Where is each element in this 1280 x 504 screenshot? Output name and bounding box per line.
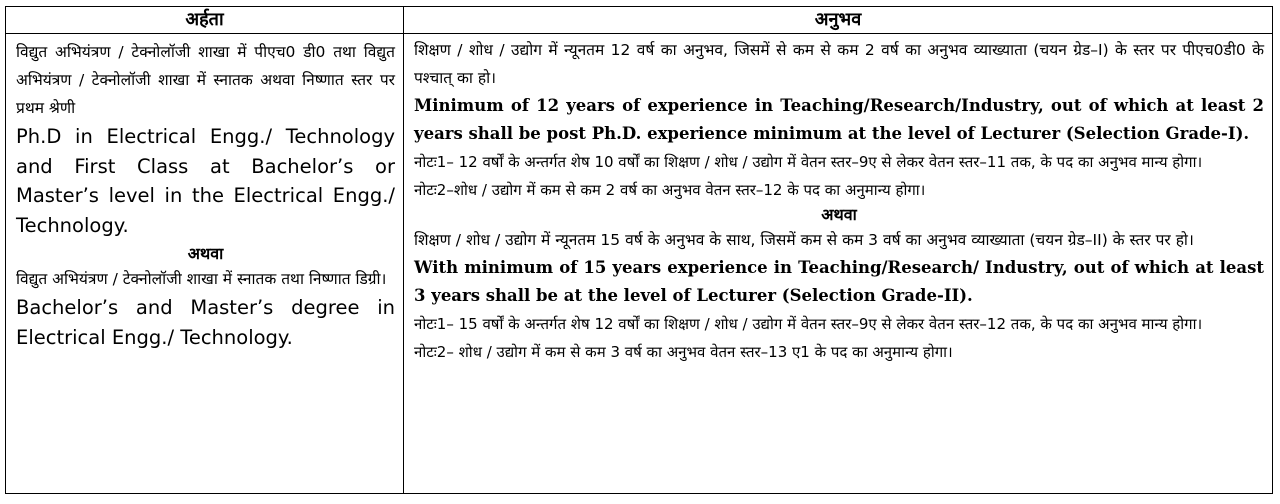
experience-hindi-1: शिक्षण / शोध / उद्योग में न्यूनतम 12 वर्ष का अनुभव, जिसमें से कम से कम 2 वर्ष का अनुभव व्याख्याता (चयन ग्रेड–I) के स्तर पर पीएच0डी0 के पश्चात् का हो। (414, 41, 1264, 87)
experience-note-2b: नोटः2– शोध / उद्योग में कम से कम 3 वर्ष का अनुभव वेतन स्तर–13 ए1 के पद का अनुमान्य होगा। (414, 343, 953, 361)
qualification-or-divider: अथवा (187, 244, 224, 263)
qualification-column (6, 7, 404, 493)
qualification-table (5, 6, 1273, 494)
experience-note-1a: नोटः1– 12 वर्षों के अन्तर्गत शेष 10 वर्षों का शिक्षण / शोध / उद्योग में वेतन स्तर–9ए से लेकर वेतन स्तर–11 तक, के पद का अनुभव मान्य होगा। (414, 153, 1203, 171)
qualification-hindi-1: विद्युत अभियंत्रण / टेक्नोलॉजी शाखा में पीएच0 डी0 तथा विद्युत अभियंत्रण / टेक्नोलॉजी शाखा में स्नातक अथवा निष्णात स्तर पर प्रथम श्रेणी (16, 43, 395, 117)
qualification-english-1: Ph.D in Electrical Engg./ Technology and First Class at Bachelor’s or Master’s level in the Electrical Engg./ Technology. (16, 125, 395, 237)
experience-hindi-2: शिक्षण / शोध / उद्योग में न्यूनतम 15 वर्ष के अनुभव के साथ, जिसमें कम से कम 3 वर्ष का अनुभव व्याख्याता (चयन ग्रेड–II) के स्तर पर हो। (414, 231, 1194, 249)
experience-english-2: With minimum of 15 years experience in Teaching/Research/ Industry, out of which at least 3 years shall be at the level of Lecturer (Selection Grade-II). (414, 258, 1264, 305)
experience-header: अनुभव (404, 7, 1272, 34)
experience-note-1b: नोटः2–शोध / उद्योग में कम से कम 2 वर्ष का अनुभव वेतन स्तर–12 के पद का अनुमान्य होगा। (414, 181, 926, 199)
experience-english-1: Minimum of 12 years of experience in Teaching/Research/Industry, out of which at least 2 years shall be post Ph.D. experience minimum at the level of Lecturer (Selection Grade-I). (414, 96, 1264, 143)
experience-or-divider: अथवा (821, 205, 857, 224)
qualification-english-2: Bachelor’s and Master’s degree in Electrical Engg./ Technology. (16, 296, 395, 349)
experience-column (404, 7, 1272, 493)
experience-note-2a: नोटः1– 15 वर्षों के अन्तर्गत शेष 12 वर्षों का शिक्षण / शोध / उद्योग में वेतन स्तर–9ए से लेकर वेतन स्तर–12 तक, के पद का अनुभव मान्य होगा। (414, 315, 1203, 333)
qualification-hindi-2: विद्युत अभियंत्रण / टेक्नोलॉजी शाखा में स्नातक तथा निष्णात डिग्री। (16, 270, 387, 288)
qualification-header: अर्हता (6, 7, 403, 34)
